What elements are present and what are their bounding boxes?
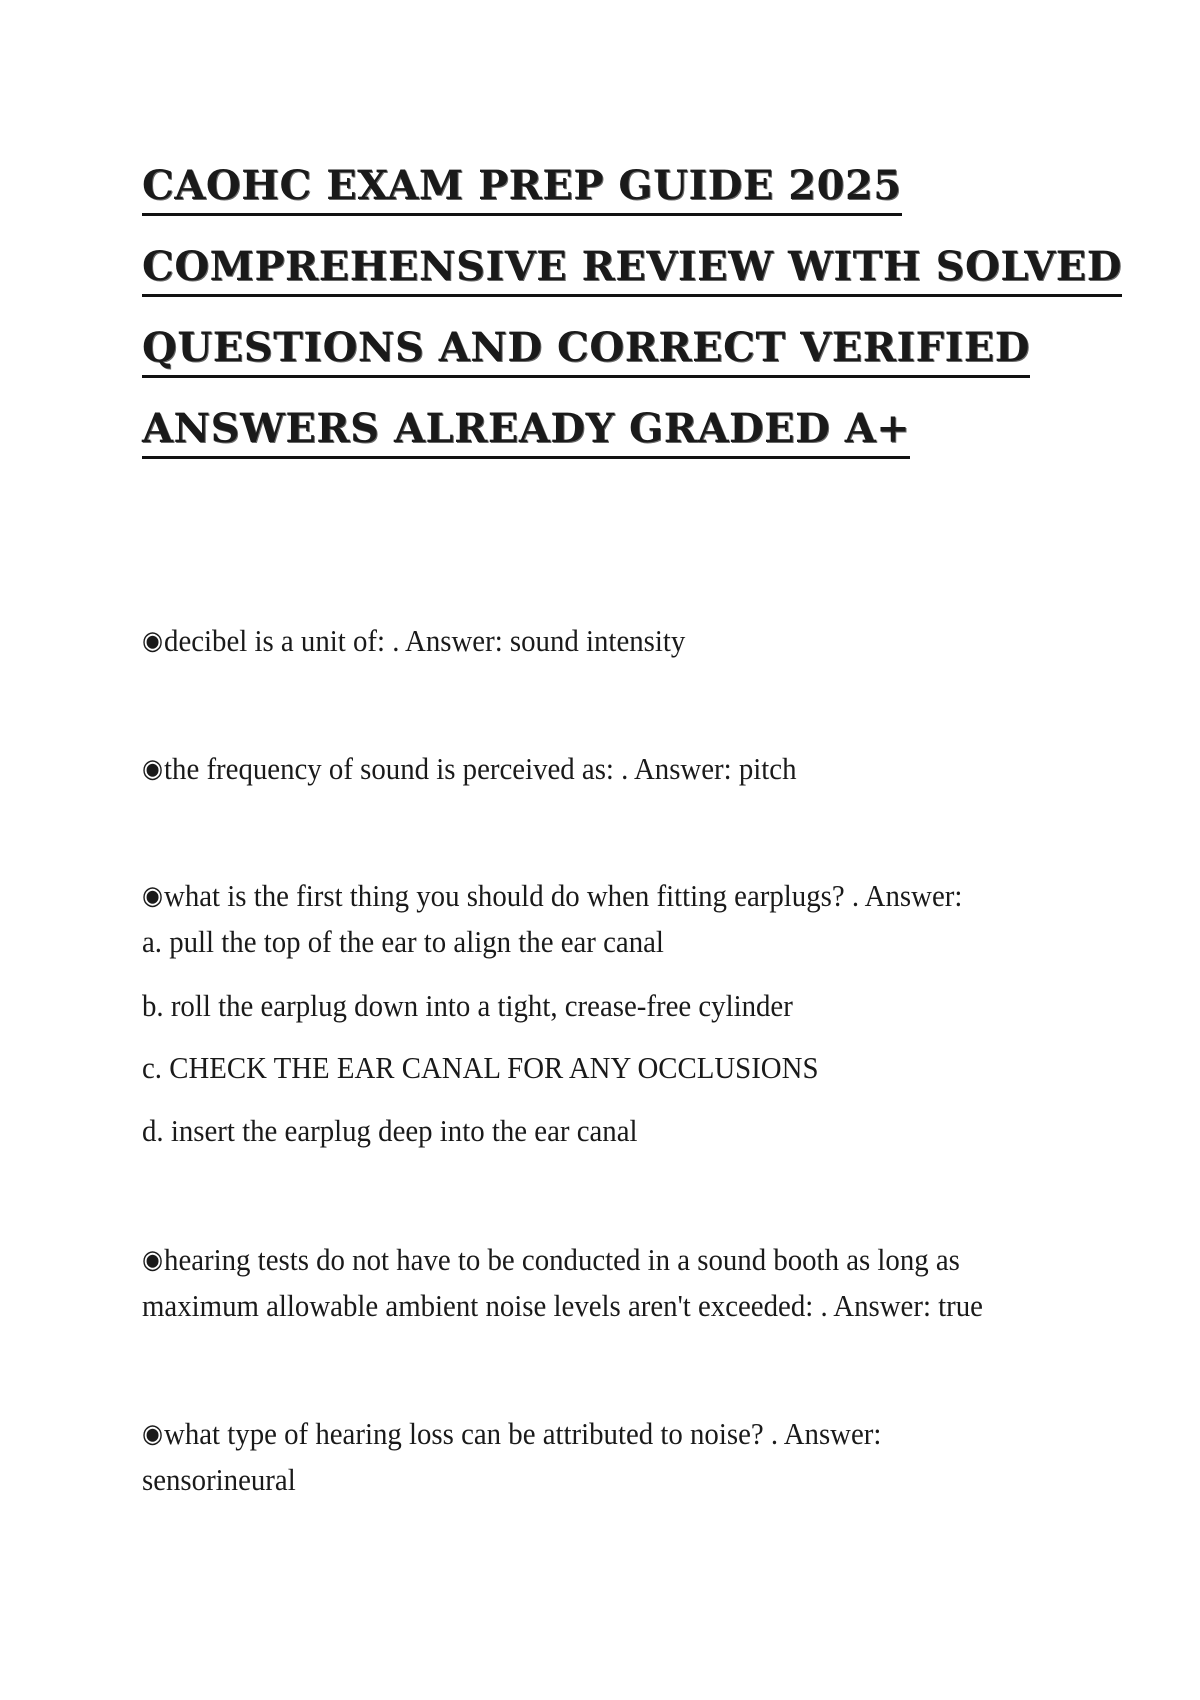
document-title [142, 160, 1122, 484]
title-line-4: ANSWERS ALREADY GRADED A+ [142, 403, 910, 459]
qa-option-d: d. insert the earplug deep into the ear canal [142, 1113, 638, 1148]
bullet-icon: ◉ [142, 1419, 164, 1448]
qa-item-3 [142, 873, 1035, 919]
bullet-icon: ◉ [142, 1245, 164, 1274]
title-line-1: CAOHC EXAM PREP GUIDE 2025 [142, 160, 902, 216]
qa-option-c: c. CHECK THE EAR CANAL FOR ANY OCCLUSIONS [142, 1050, 819, 1085]
qa-option-a: a. pull the top of the ear to align the ear canal [142, 924, 664, 959]
qa-item-5 [142, 1411, 1035, 1503]
qa-option-b: b. roll the earplug down into a tight, crease-free cylinder [142, 988, 793, 1023]
qa-item-4 [142, 1237, 1035, 1329]
qa-text: hearing tests do not have to be conducted in a sound booth as long as maximum allowable ambient noise levels aren't exceeded: . Answer: true [142, 1242, 983, 1323]
qa-item-2 [142, 746, 1035, 792]
qa-text: what type of hearing loss can be attributed to noise? . Answer: sensorineural [142, 1416, 882, 1497]
qa-item-1 [142, 618, 1035, 664]
bullet-icon: ◉ [142, 754, 164, 783]
qa-text: the frequency of sound is perceived as: . Answer: pitch [164, 751, 797, 786]
title-line-3: QUESTIONS AND CORRECT VERIFIED [142, 322, 1030, 378]
qa-text: what is the first thing you should do when fitting earplugs? . Answer: [164, 878, 963, 913]
title-line-2: COMPREHENSIVE REVIEW WITH SOLVED [142, 241, 1122, 297]
bullet-icon: ◉ [142, 881, 164, 910]
qa-text: decibel is a unit of: . Answer: sound intensity [164, 623, 686, 658]
bullet-icon: ◉ [142, 626, 164, 655]
